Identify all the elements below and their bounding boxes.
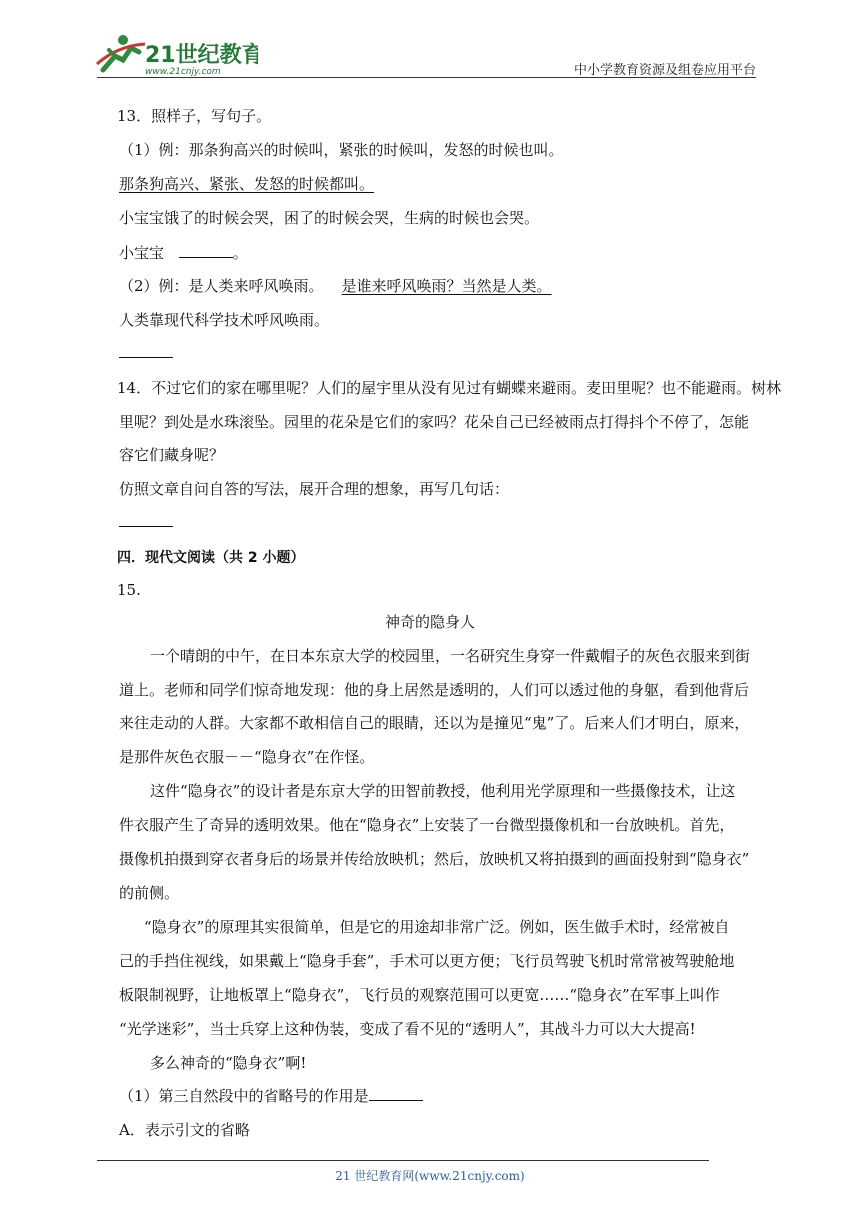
- answer-blank[interactable]: [369, 1086, 423, 1101]
- q14-task: 仿照文章自问自答的写法，展开合理的想象，再写几句话：: [119, 480, 510, 498]
- footer-rule: [97, 1160, 709, 1161]
- q15-sub1-line: [119, 1086, 423, 1106]
- q15-number: 15.: [117, 581, 141, 599]
- header-rule: [97, 77, 756, 78]
- answer-blank[interactable]: [119, 357, 173, 358]
- para1-line: 一个晴朗的中午，在日本东京大学的校园里，一名研究生身穿一件戴帽子的灰色衣服来到街: [150, 647, 751, 665]
- q13-task-1: 小宝宝饿了的时候会哭，困了的时候会哭，生病的时候也会哭。: [119, 209, 540, 227]
- section-heading-prefix: 四．现代文阅读（共: [117, 550, 248, 566]
- answer-blank[interactable]: [119, 526, 173, 527]
- para3-line: “隐身衣”的原理其实很简单，但是它的用途却非常广泛。例如，医生做手术时，经常被自: [144, 918, 730, 936]
- option-a[interactable]: A．表示引文的省略: [119, 1121, 250, 1139]
- para2-line: 这件“隐身衣”的设计者是东京大学的田智前教授，他利用光学原理和一些摄像技术，让这: [150, 782, 736, 800]
- q13-answer-1: 那条狗高兴、紧张、发怒的时候都叫。: [119, 175, 375, 193]
- para2-line: 的前侧。: [119, 884, 180, 902]
- q13-title: 13．照样子，写句子。: [117, 107, 272, 125]
- q13-example-2: （2）例：是人类来呼风唤雨。: [119, 277, 324, 295]
- para1-line: 是那件灰色衣服－－“隐身衣”在作怪。: [119, 748, 375, 766]
- q13-task-2: 人类靠现代科学技术呼风唤雨。: [119, 311, 330, 329]
- logo-url: www.21cnjy.com: [145, 67, 221, 77]
- q13-prompt: 小宝宝: [119, 244, 165, 262]
- q13-example-1: （1）例：那条狗高兴的时候叫，紧张的时候叫，发怒的时候也叫。: [119, 141, 564, 159]
- para1-line: 道上。老师和同学们惊奇地发现：他的身上居然是透明的，人们可以透过他的身躯，看到他背后: [119, 681, 750, 699]
- para3-line: 己的手挡住视线，如果戴上“隐身手套”，手术可以更方便；飞行员驾驶飞机时常常被驾驶舱地: [119, 952, 735, 970]
- q15-sub1: （1）第三自然段中的省略号的作用是: [119, 1087, 369, 1105]
- runner-logo-icon: [93, 30, 258, 78]
- answer-blank[interactable]: [179, 243, 233, 258]
- section-heading: [117, 547, 305, 567]
- site-name: 中小学教育资源及组卷应用平台: [573, 63, 756, 78]
- para3-line: 板限制视野，让地板罩上“隐身衣”，飞行员的观察范围可以更宽……“隐身衣”在军事上叫作: [119, 986, 720, 1004]
- q14-line-2: 里呢？到处是水珠滚坠。园里的花朵是它们的家吗？花朵自己已经被雨点打得抖个不停了，怎能: [119, 413, 750, 431]
- site-logo: [93, 30, 258, 78]
- q14-line-1: 14．不过它们的家在哪里呢？人们的屋宇里从没有见过有蝴蝶来避雨。麦田里呢？也不能避雨。树林: [117, 379, 782, 397]
- q13-prompt-end: 。: [232, 244, 248, 262]
- q13-example-2-line: [119, 276, 552, 296]
- section-heading-suffix: 小题）: [257, 550, 305, 566]
- q14-line-3: 容它们藏身呢？: [119, 446, 225, 464]
- para3-line: “光学迷彩”，当士兵穿上这种伪装，变成了看不见的“透明人”，其战斗力可以大大提高!: [119, 1020, 696, 1038]
- para2-line: 摄像机拍摄到穿衣者身后的场景并传给放映机；然后，放映机又将拍摄到的画面投射到“隐身衣”: [119, 850, 750, 868]
- q13-prompt-line: [119, 243, 248, 263]
- footer-link[interactable]: 21 世纪教育网(www.21cnjy.com): [335, 1169, 525, 1183]
- para1-line: 来往走动的人群。大家都不敢相信自己的眼睛，还以为是撞见“鬼”了。后来人们才明白，原来，: [119, 714, 750, 732]
- passage-title: 神奇的隐身人: [384, 613, 475, 631]
- logo-text: 21世纪教育: [145, 43, 258, 68]
- q13-answer-2: 是谁来呼风唤雨？当然是人类。: [341, 277, 552, 295]
- section-heading-count: 2: [247, 550, 258, 566]
- para4: 多么神奇的“隐身衣”啊!: [150, 1054, 307, 1072]
- para2-line: 件衣服产生了奇异的透明效果。他在“隐身衣”上安装了一台微型摄像机和一台放映机。首先，: [119, 816, 735, 834]
